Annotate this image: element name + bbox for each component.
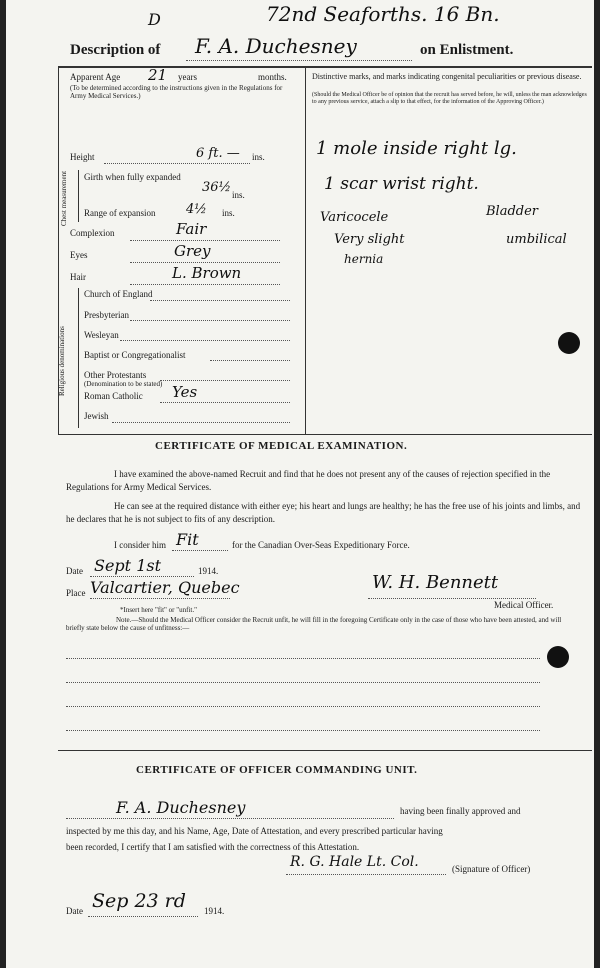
medical-date-value: Sept 1st <box>94 556 162 575</box>
marks-line-3b: Bladder <box>486 204 539 219</box>
girth-ins: ins. <box>232 190 245 200</box>
religion-roman-catholic: Roman Catholic <box>84 391 143 401</box>
medical-officer-signature: W. H. Bennett <box>372 572 499 593</box>
months-label: months. <box>258 72 287 82</box>
unit-handwritten: 72nd Seaforths. 16 Bn. <box>266 2 500 26</box>
religion-jewish: Jewish <box>84 411 109 421</box>
height-label: Height <box>70 152 95 162</box>
corner-mark: D <box>148 10 161 29</box>
marks-line-4b: umbilical <box>506 232 567 247</box>
marks-line-2: 1 scar wrist right. <box>324 174 479 194</box>
medical-cert-heading: CERTIFICATE OF MEDICAL EXAMINATION. <box>155 440 408 452</box>
religion-wesleyan: Wesleyan <box>84 330 119 340</box>
officer-signature-label: (Signature of Officer) <box>452 864 531 874</box>
apparent-age-label: Apparent Age <box>70 72 121 82</box>
religion-presbyterian: Presbyterian <box>84 310 129 320</box>
hair-label: Hair <box>70 272 86 282</box>
medical-para-1: I have examined the above-named Recruit and find that he does not present any of the causes of rejection specified in the Regulations for Army Medical Services. <box>66 469 551 492</box>
scan-right-edge <box>594 0 600 968</box>
religion-label: Religious denominations <box>58 326 66 396</box>
age-value: 21 <box>148 66 168 84</box>
title-right: on Enlistment. <box>420 42 514 58</box>
scan-left-edge <box>0 0 6 968</box>
medical-date-label: Date <box>66 566 83 576</box>
header-rule <box>58 66 592 68</box>
section-rule-1 <box>58 434 592 435</box>
age-note: (To be determined according to the instructions given in the Regulations for Army Medical Services.) <box>70 84 283 100</box>
marks-line-5: hernia <box>344 252 384 266</box>
girth-label: Girth when fully expanded <box>84 172 181 182</box>
marks-line-4a: Very slight <box>334 232 405 247</box>
range-label: Range of expansion <box>84 208 156 218</box>
religion-church-of-england: Church of England <box>84 289 153 299</box>
hair-value: L. Brown <box>172 264 242 282</box>
officer-cert-name: F. A. Duchesney <box>116 798 246 817</box>
religion-other-protestants: Other Protestants <box>84 370 147 380</box>
title-left: Description of <box>70 42 161 58</box>
section-rule-2 <box>58 750 592 751</box>
chest-label: Chest measurement <box>60 170 68 226</box>
medical-year-label: 1914. <box>198 566 219 576</box>
religion-baptist: Baptist or Congregationalist <box>84 350 186 360</box>
officer-signature: R. G. Hale Lt. Col. <box>290 854 419 870</box>
officer-line-2: inspected by me this day, and his Name, Age, Date of Attestation, and every prescribed particular having <box>66 826 443 836</box>
place-value: Valcartier, Quebec <box>90 578 240 597</box>
eyes-label: Eyes <box>70 250 88 260</box>
marks-heading: Distinctive marks, and marks indicating congenital peculiarities or previous disease. <box>312 72 582 81</box>
marks-line-1: 1 mole inside right lg. <box>316 138 517 159</box>
eyes-value: Grey <box>174 242 211 260</box>
officer-cert-heading: CERTIFICATE OF OFFICER COMMANDING UNIT. <box>136 764 418 776</box>
fit-value: Fit <box>176 530 199 549</box>
medical-para-2: He can see at the required distance with either eye; his heart and lungs are healthy; he has the free use of his joints and limbs, and he declares that he is not subject to fits of any description. <box>66 501 581 524</box>
range-value: 4½ <box>186 202 207 217</box>
place-label: Place <box>66 588 86 598</box>
recruit-name: F. A. Duchesney <box>195 34 357 58</box>
officer-date-value: Sep 23 rd <box>92 890 186 912</box>
years-label: years <box>178 72 197 82</box>
ins-label: ins. <box>252 152 265 162</box>
punch-hole-bottom <box>547 646 569 668</box>
column-divider <box>305 67 306 434</box>
range-ins: ins. <box>222 208 235 218</box>
complexion-value: Fair <box>176 220 207 238</box>
religion-value: Yes <box>172 383 198 401</box>
religion-denomination-note: (Denomination to be stated) <box>84 380 163 388</box>
consider-suffix: for the Canadian Over-Seas Expeditionary Force. <box>232 540 410 550</box>
unfit-note: Note.—Should the Medical Officer consider the Recruit unfit, he will fill in the foregoing Certificate only in the case of those who have been attested, and will briefly state below the cause of unfitness:— <box>66 616 562 632</box>
consider-label: I consider him <box>114 540 166 550</box>
marks-line-3a: Varicocele <box>320 210 389 225</box>
officer-line-3: been recorded, I certify that I am satisfied with the correctness of this Attestation. <box>66 842 360 852</box>
height-value: 6 ft. — <box>196 146 240 161</box>
insert-note: *Insert here "fit" or "unfit." <box>120 606 197 614</box>
punch-hole-top <box>558 332 580 354</box>
officer-line-1-suffix: having been finally approved and <box>400 806 521 816</box>
complexion-label: Complexion <box>70 228 115 238</box>
medical-officer-label: Medical Officer. <box>494 600 554 610</box>
marks-note: (Should the Medical Officer be of opinion that the recruit has served before, he will, unless the man acknowledges to any previous service, attach a slip to that effect, for the information of the Approving Officer.) <box>312 92 587 105</box>
officer-year-label: 1914. <box>204 906 225 916</box>
officer-date-label: Date <box>66 906 83 916</box>
girth-value: 36½ <box>202 180 232 195</box>
